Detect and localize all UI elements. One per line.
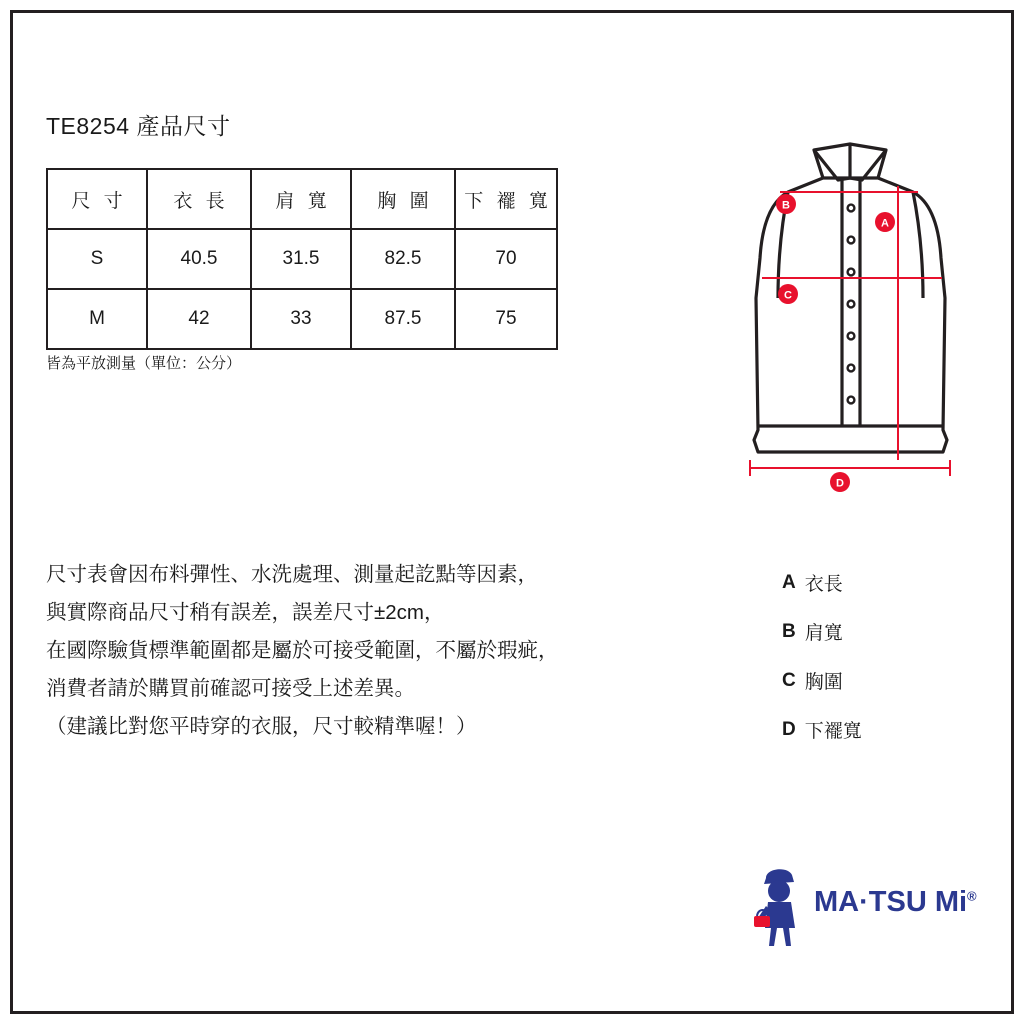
table-cell: 42 [147,289,251,349]
table-header-cell: 衣 長 [147,169,251,229]
brand-logo [748,862,978,952]
size-table [46,168,558,350]
disclaimer-line: （建議比對您平時穿的衣服，尺寸較精準喔！） [46,715,477,738]
legend-key: C [782,669,796,691]
brand-name: MA·TSU Mi® [814,886,977,918]
legend-label: 肩寬 [804,623,843,644]
table-header-cell: 肩 寬 [251,169,351,229]
table-cell-size: M [47,289,147,349]
disclaimer-text [46,556,706,746]
table-header-row [47,169,557,229]
legend-item-c [782,656,862,705]
table-row [47,229,557,289]
garment-illustration-svg [718,130,983,510]
table-header-cell: 胸 圍 [351,169,455,229]
legend-item-d [782,705,862,754]
table-cell: 31.5 [251,229,351,289]
table-cell: 33 [251,289,351,349]
measurement-legend [782,558,862,754]
registered-mark: ® [967,888,977,904]
disclaimer-line: 與實際商品尺寸稍有誤差，誤差尺寸±2cm， [46,601,445,624]
disclaimer-line: 尺寸表會因布料彈性、水洗處理、測量起訖點等因素， [46,563,538,586]
legend-label: 衣長 [804,574,843,595]
table-cell: 82.5 [351,229,455,289]
svg-text:A: A [881,217,889,230]
legend-key: D [782,718,796,740]
legend-item-a [782,558,862,607]
table-cell: 87.5 [351,289,455,349]
table-header-cell: 尺 寸 [47,169,147,229]
legend-key: B [782,620,796,642]
page-title: TE8254 產品尺寸 [46,113,231,139]
girl-mascot-icon [748,862,812,952]
disclaimer-line: 消費者請於購買前確認可接受上述差異。 [46,677,415,700]
svg-text:D: D [836,477,844,490]
disclaimer-line: 在國際驗貨標準範圍都是屬於可接受範圍，不屬於瑕疵， [46,639,559,662]
table-cell: 75 [455,289,557,349]
table-cell: 70 [455,229,557,289]
garment-diagram [718,130,983,510]
table-header-cell: 下 襬 寬 [455,169,557,229]
legend-label: 胸圍 [804,672,843,693]
table-cell: 40.5 [147,229,251,289]
legend-item-b [782,607,862,656]
legend-key: A [782,571,796,593]
svg-text:B: B [782,199,790,212]
measurement-note: 皆為平放測量（單位：公分） [46,355,242,372]
legend-label: 下襬寬 [804,721,862,742]
svg-text:C: C [784,289,792,302]
table-row [47,289,557,349]
table-cell-size: S [47,229,147,289]
